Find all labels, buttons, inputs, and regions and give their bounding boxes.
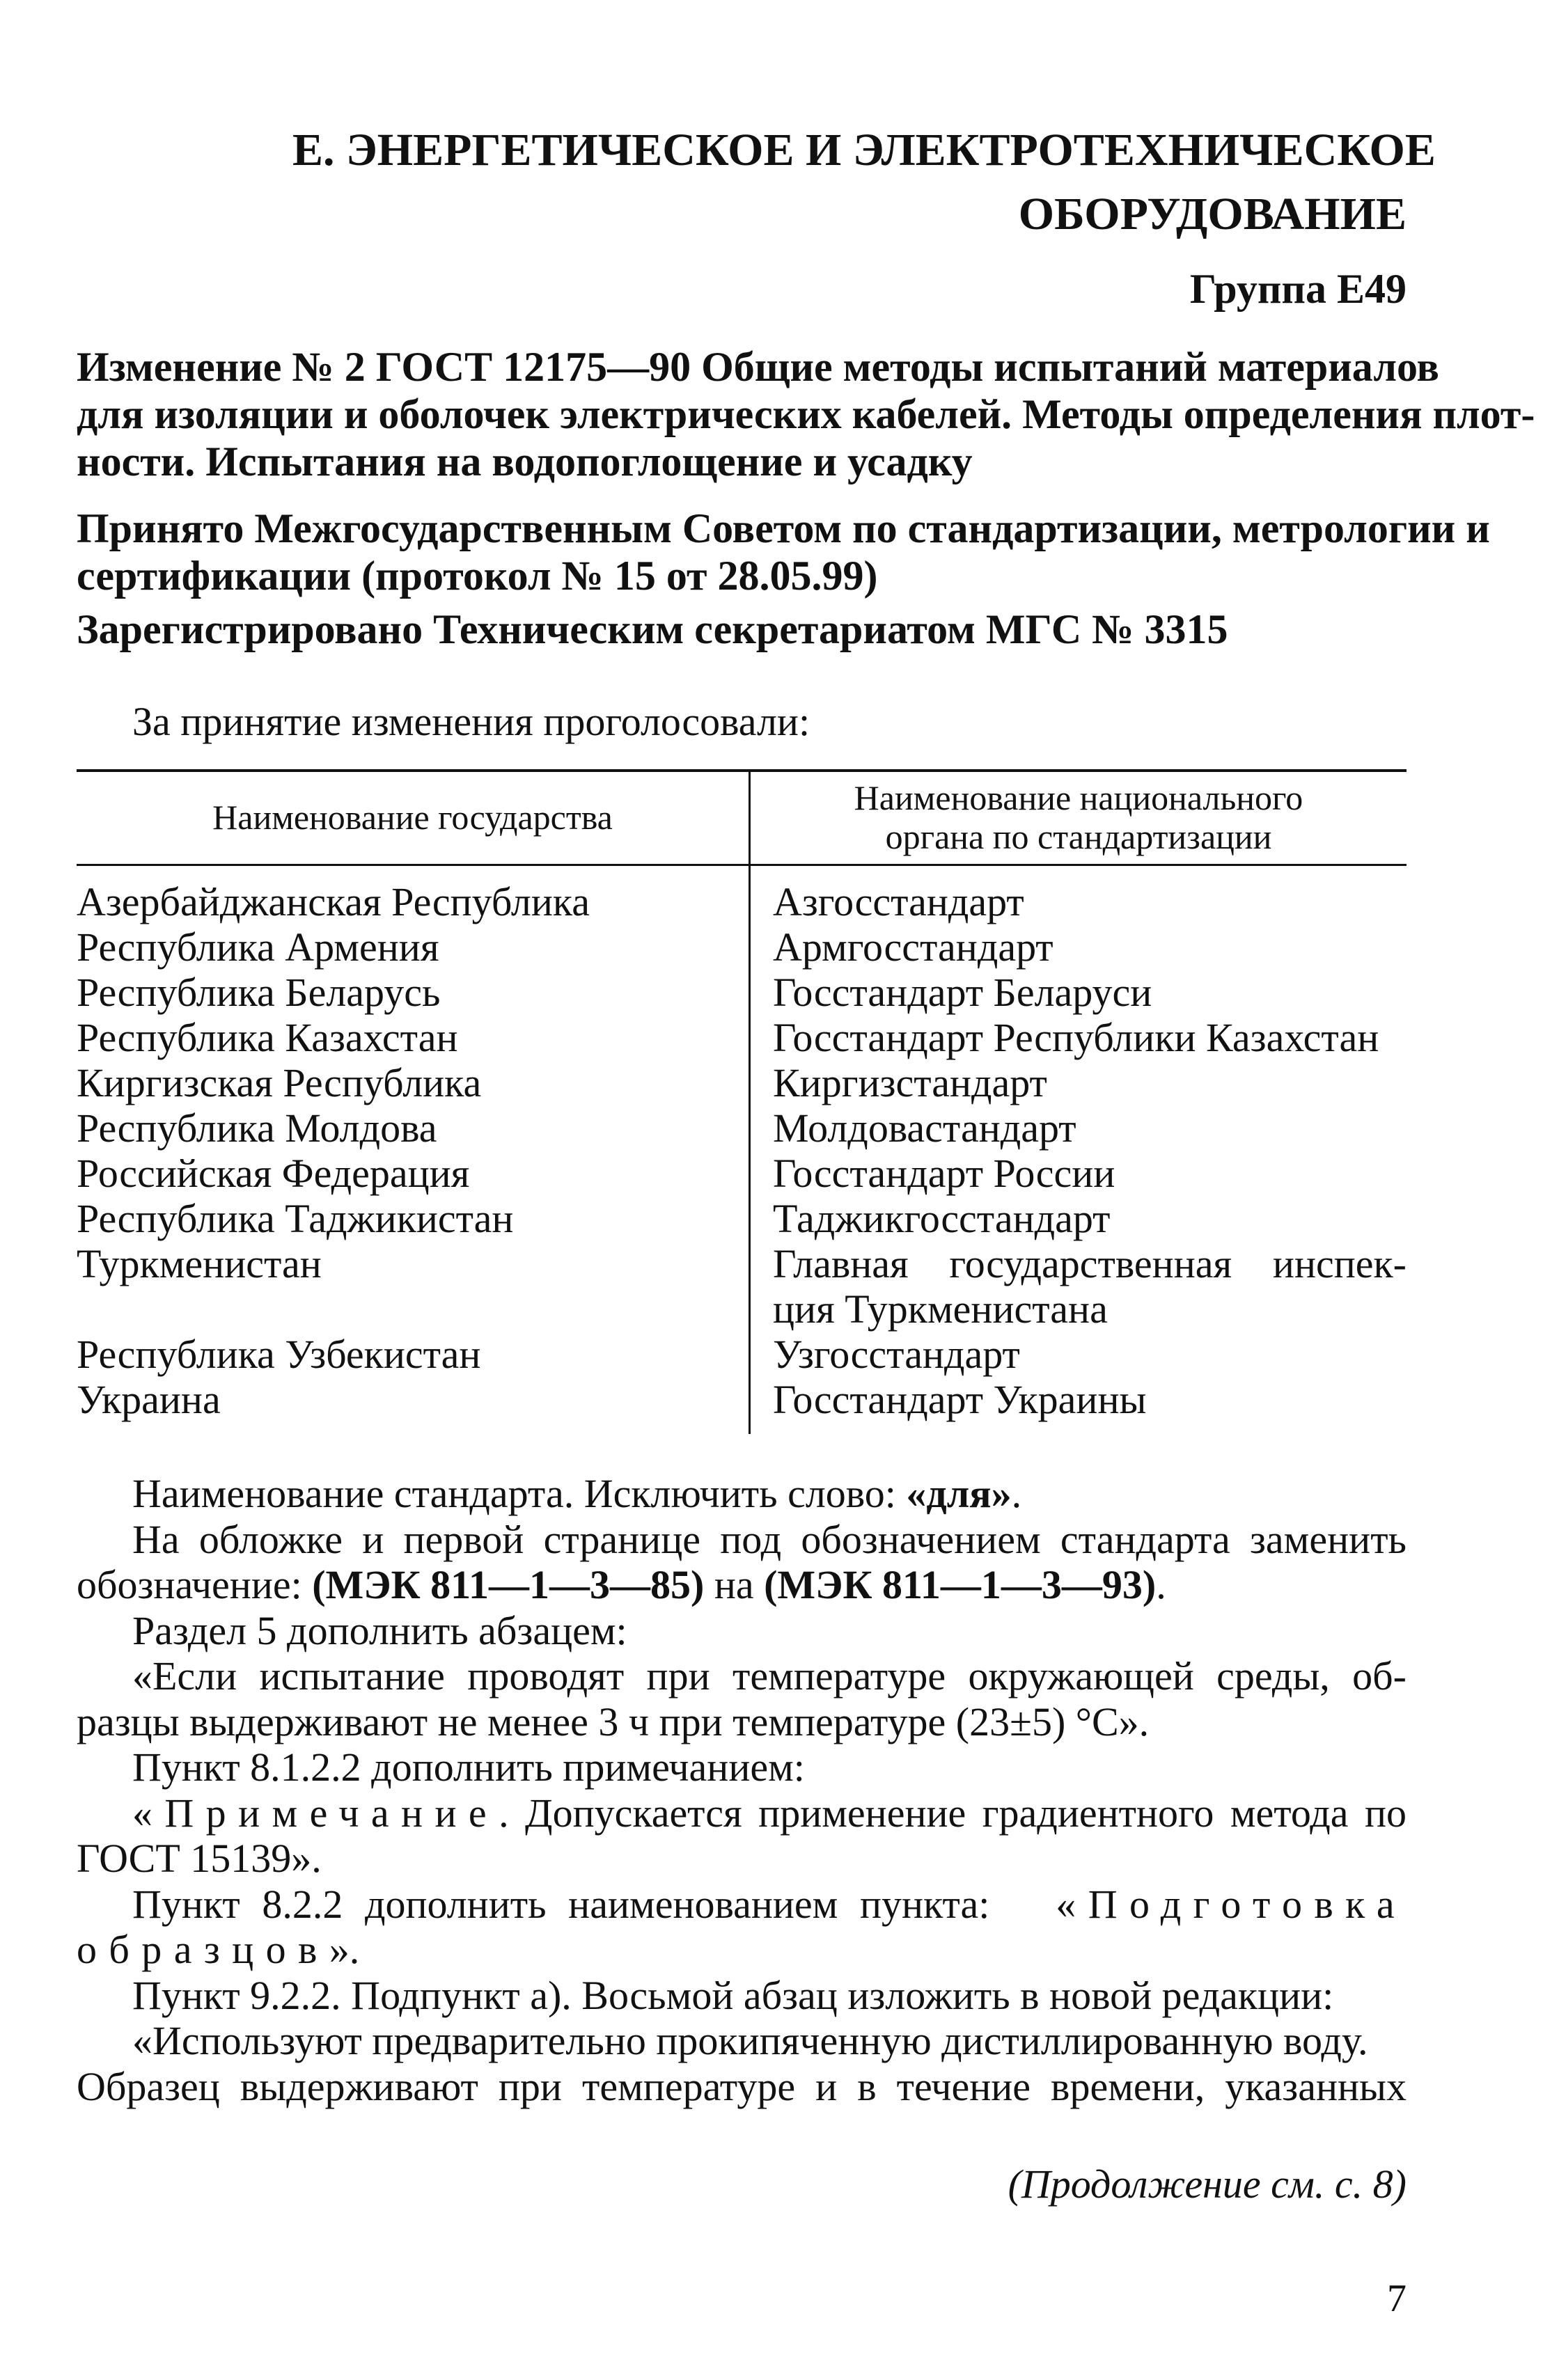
- paragraph: На обложке и первой странице под обозначением стандарта заменить обозначение: (МЭК 811—1—3—85) на (МЭК 811—1—3—93).: [77, 1516, 1407, 1607]
- organization-name: Госстандарт Республики Казахстан: [773, 1015, 1379, 1060]
- organization-name: Главная государственная инспек- ция Туркменистана: [773, 1241, 1407, 1332]
- organization-name: Молдовастандарт: [773, 1105, 1076, 1151]
- vote-intro: За принятие изменения проголосовали:: [132, 699, 810, 744]
- table-top-rule: [77, 769, 1407, 772]
- column-header-text: Наименование государства: [212, 798, 613, 837]
- section-title-line: ОБОРУДОВАНИЕ: [1018, 189, 1407, 239]
- column-header-text: органа по стандартизации: [885, 817, 1272, 856]
- paragraph: Пункт 9.2.2. Подпункт а). Восьмой абзац изложить в новой редакции:: [132, 1972, 1334, 2018]
- state-name: Киргизская Республика: [77, 1060, 482, 1105]
- state-name: Украина: [77, 1377, 221, 1422]
- organization-name: Госстандарт Беларуси: [773, 970, 1152, 1015]
- table-body: [77, 879, 1407, 1422]
- table-row: [77, 1196, 1407, 1241]
- heading-line: для изоляции и оболочек электрических кабелей. Методы определения плот-: [77, 391, 1535, 437]
- table-row: [77, 1060, 1407, 1105]
- table-row: [77, 1151, 1407, 1196]
- organization-name: Госстандарт Украины: [773, 1377, 1147, 1422]
- organization-name: Госстандарт России: [773, 1151, 1115, 1196]
- table-row: [77, 879, 1407, 924]
- continuation-note: (Продолжение см. с. 8): [1008, 2161, 1407, 2207]
- adopted-heading: [77, 505, 1490, 599]
- section-title: [292, 118, 1436, 246]
- table-row: [77, 1241, 1407, 1332]
- section-title-line: Е. ЭНЕРГЕТИЧЕСКОЕ И ЭЛЕКТРОТЕХНИЧЕСКОЕ: [292, 125, 1436, 175]
- table-row: [77, 1015, 1407, 1060]
- heading-line: ности. Испытания на водопоглощение и усадку: [77, 439, 973, 484]
- paragraph: Пункт 8.1.2.2 дополнить примечанием:: [132, 1744, 805, 1790]
- paragraph: Наименование стандарта. Исключить слово: «для».: [132, 1471, 1022, 1516]
- page-number: 7: [1387, 2277, 1407, 2320]
- state-name: Азербайджанская Республика: [77, 879, 590, 924]
- state-name: Республика Казахстан: [77, 1015, 458, 1060]
- organization-name: Армгосстандарт: [773, 924, 1053, 970]
- heading-line: Зарегистрировано Техническим секретариатом МГС № 3315: [77, 606, 1228, 652]
- column-header-state: [77, 779, 749, 856]
- paragraph: Пункт 8.2.2 дополнить наименованием пункта: «Подготовка образцов».: [77, 1881, 1407, 1972]
- heading-line: Принято Межгосударственным Советом по стандартизации, метрологии и: [77, 505, 1490, 551]
- column-header-organization: [751, 779, 1407, 856]
- heading-line: сертификации (протокол № 15 от 28.05.99): [77, 553, 878, 599]
- organization-name: Киргизстандарт: [773, 1060, 1047, 1105]
- table-header-rule: [77, 864, 1407, 866]
- state-name: Республика Узбекистан: [77, 1332, 481, 1377]
- state-name: Республика Молдова: [77, 1105, 437, 1151]
- heading-line: Изменение № 2 ГОСТ 12175—90 Общие методы испытаний материалов: [77, 344, 1439, 390]
- table-row: [77, 924, 1407, 970]
- table-row: [77, 1332, 1407, 1377]
- change-heading: [77, 343, 1535, 485]
- voting-table: [77, 769, 1407, 1437]
- paragraph: Раздел 5 дополнить абзацем:: [132, 1607, 627, 1653]
- amendment-text: [77, 1471, 1407, 2109]
- paragraph: «Примечание. Допускается применение градиентного метода по ГОСТ 15139».: [77, 1790, 1407, 1881]
- paragraph: «Используют предварительно прокипяченную дистиллированную воду. Образец выдерживают при температуре и в течение времени, указанных: [77, 2018, 1407, 2109]
- organization-name: Узгосстандарт: [773, 1332, 1020, 1377]
- paragraph: «Если испытание проводят при температуре окружающей среды, об- разцы выдерживают не менее 3 ч при температуре (23±5) °С».: [77, 1653, 1407, 1744]
- state-name: Республика Армения: [77, 924, 439, 970]
- table-row: [77, 1377, 1407, 1422]
- registered-heading: [77, 606, 1407, 653]
- state-name: Республика Таджикистан: [77, 1196, 514, 1241]
- organization-name: Азгосстандарт: [773, 879, 1024, 924]
- organization-name: Таджикгосстандарт: [773, 1196, 1111, 1241]
- state-name: Туркменистан: [77, 1241, 322, 1286]
- state-name: Республика Беларусь: [77, 970, 441, 1015]
- state-name: Российская Федерация: [77, 1151, 470, 1196]
- table-row: [77, 1105, 1407, 1151]
- group-code: Группа Е49: [1189, 266, 1407, 312]
- column-header-text: Наименование национального: [854, 778, 1303, 817]
- table-row: [77, 970, 1407, 1015]
